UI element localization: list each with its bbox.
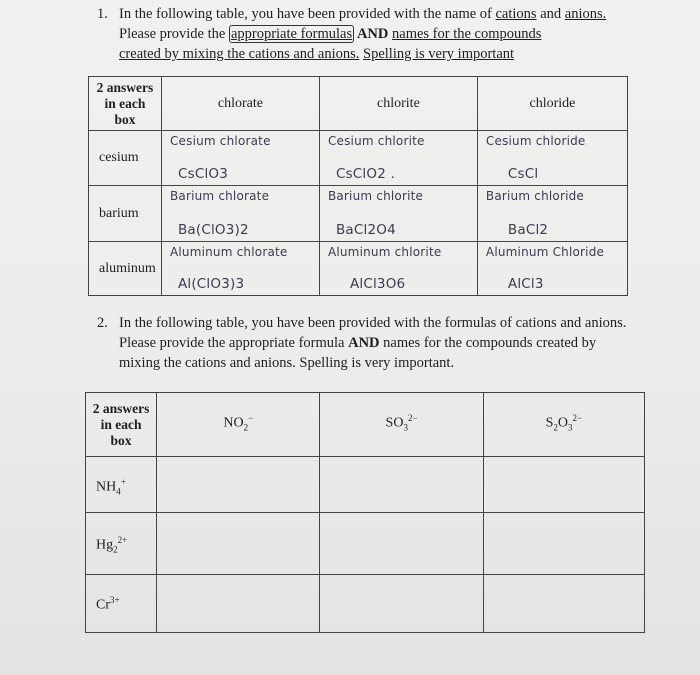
table-header-row [86,393,645,457]
ion-base: Cr [96,597,110,613]
ion-base: O [557,415,569,431]
handwritten-name: Barium chloride [485,189,585,203]
q1-text-part: Spelling is very important [363,46,515,62]
handwritten-formula: BaCl2 [507,222,549,238]
column-header: chloride [477,77,627,131]
corner-line: 2 answers [92,400,150,416]
answer-cell[interactable] [319,186,477,242]
q2-text-part: In the following table, you have been provided with the formulas of cations and anions. Please provide the appropriate formula [119,315,627,351]
question-1-text [119,4,637,64]
ion-base: S [545,415,554,431]
answer-cell[interactable] [319,242,477,296]
ion-subscript: 4 [116,486,121,497]
table-row [89,131,628,186]
handwritten-formula: AlCl3O6 [349,276,406,292]
ion-charge: + [120,477,126,487]
corner-header [86,393,157,457]
ion-subscript: 2 [113,544,118,555]
q2-text-part: AND [348,335,380,351]
corner-line: in each [104,95,146,111]
corner-header [89,77,162,131]
handwritten-formula: AlCl3 [507,276,544,292]
ion-subscript: 2 [553,422,558,433]
answer-cell[interactable] [320,575,483,633]
ion-base: NO [223,415,244,431]
column-header: chlorite [319,77,477,131]
handwritten-name: Barium chlorate [169,189,270,203]
q1-text-part: In the following table, you have been provided with the name of [119,6,496,22]
column-header [157,393,320,457]
answer-cell[interactable] [157,513,320,575]
ion-charge: 2− [572,413,583,423]
answer-cell[interactable] [483,575,644,633]
answer-cell[interactable] [477,131,627,186]
corner-line: box [110,432,132,448]
question-2 [97,313,637,373]
ion-charge: 2− [407,413,418,423]
table-row [89,242,628,296]
row-header [86,575,157,633]
answer-cell[interactable] [483,457,644,513]
row-header: cesium [89,131,162,186]
q1-text-part: created by mixing the cations and anions. [119,46,360,62]
corner-line: 2 answers [96,79,154,95]
column-header [483,393,644,457]
corner-line: in each [100,416,142,432]
column-header [320,393,483,457]
handwritten-name: Cesium chloride [485,134,586,148]
answer-cell[interactable] [161,186,319,242]
handwritten-formula: CsClO3 [177,166,229,182]
answer-cell[interactable] [483,513,644,575]
answer-cell[interactable] [320,457,483,513]
row-header [86,513,157,575]
q1-text-part: cations [495,6,537,22]
handwritten-formula: CsClO2 . [335,166,395,182]
handwritten-name: Cesium chlorite [327,134,425,148]
ion-base: SO [385,415,404,431]
answer-cell[interactable] [157,575,320,633]
answer-cell[interactable] [320,513,483,575]
ion-charge: 2+ [117,535,128,545]
ion-base: NH [96,479,117,495]
row-header: aluminum [89,242,162,296]
corner-line: box [114,111,136,127]
column-header: chlorate [161,77,319,131]
handwritten-name: Aluminum Chloride [485,245,605,259]
row-header [86,457,157,513]
table-2 [85,392,645,633]
q1-text-part: appropriate formulas [230,26,353,42]
ion-subscript: 3 [403,422,408,433]
ion-charge: − [248,413,254,423]
handwritten-formula: Al(ClO3)3 [177,276,245,292]
table-row [86,457,645,513]
q1-text-part: Please provide the [119,26,229,42]
answer-cell[interactable] [157,457,320,513]
answer-cell[interactable] [319,131,477,186]
ion-base: Hg [96,537,114,553]
table-row [86,513,645,575]
handwritten-formula: CsCl [507,166,539,182]
q1-text-part: anions. [564,6,607,22]
answer-cell[interactable] [161,242,319,296]
handwritten-name: Cesium chlorate [169,134,271,148]
row-header: barium [89,186,162,242]
handwritten-name: Barium chlorite [327,189,424,203]
question-number: 2. [97,315,108,331]
answer-cell[interactable] [477,186,627,242]
handwritten-formula: BaCl2O4 [335,222,396,238]
ion-subscript: 3 [568,422,573,433]
ion-subscript: 2 [243,422,249,433]
question-number: 1. [97,6,108,22]
answer-cell[interactable] [477,242,627,296]
q2-text-part: names for the compounds created by mixing the cations and anions. Spelling is very important. [119,335,597,371]
table-1 [88,76,628,296]
handwritten-name: Aluminum chlorite [327,245,442,259]
question-2-text [119,313,637,373]
question-1 [97,4,637,64]
q1-text-part: names for the compounds [392,26,542,42]
answer-cell[interactable] [161,131,319,186]
handwritten-name: Aluminum chlorate [169,245,288,259]
q1-text-part: and [536,6,565,22]
table-row [86,575,645,633]
table-header-row [89,77,628,131]
handwritten-formula: Ba(ClO3)2 [177,222,249,238]
ion-charge: 3+ [110,595,120,605]
table-row [89,186,628,242]
q1-text-part: AND [354,26,393,42]
